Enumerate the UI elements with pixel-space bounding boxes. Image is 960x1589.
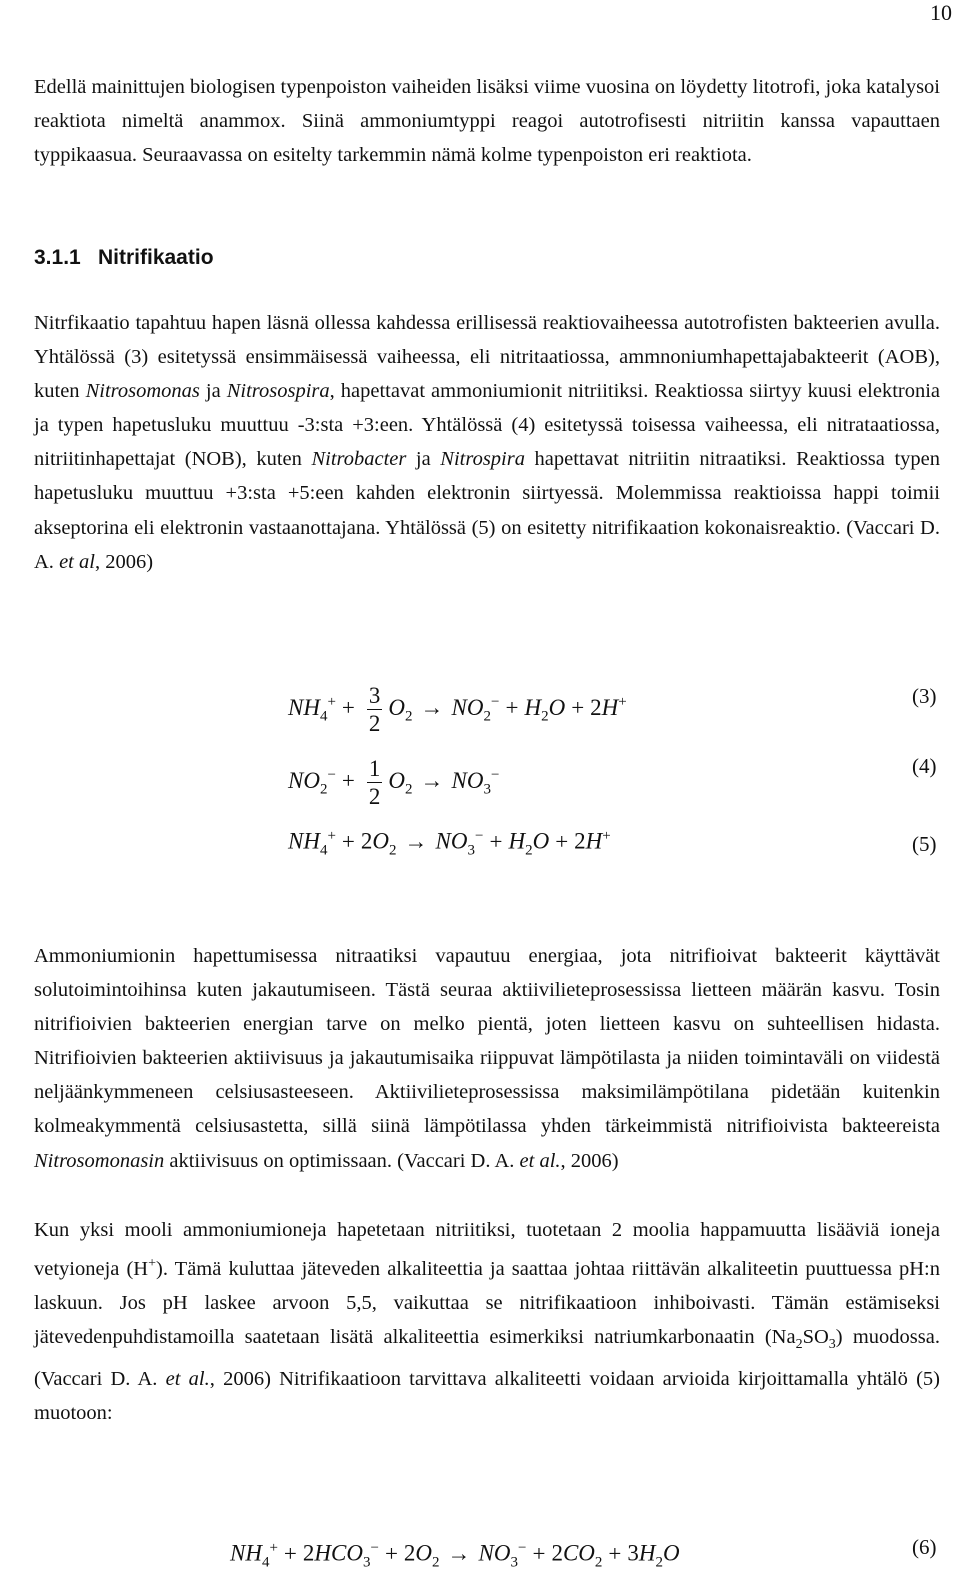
equation-6: $NH_4^+ + 2HCO_3^- + 2O_2 \to NO_3^- + 2CO_2 + 3H_2O$ [230,1540,680,1571]
page-number: 10 [930,0,952,25]
paragraph-alkalinity: Kun yksi mooli ammoniumioneja hapetetaan nitriitiksi, tuotetaan 2 moolia happamuutta lisääviä ioneja vetyioneja (H+). Tämä kuluttaa jäteveden alkaliteettia ja saattaa johtaa riittävän alkaliteetin puuttuessa pH:n laskuun. Jos pH laskee arvoon 5,5, vaikuttaa se nitrifikaatioon inhiboivasti. Tämän estämiseksi jätevedenpuhdistamoilla saatetaan lisätä alkaliteettia esimerkiksi natriumkarbonaatin $(Na_2SO_3)$ muodossa. (Vaccari D. A. et al., 2006) Nitrifikaatioon tarvittava alkaliteetti voidaan arvioida kirjoittamalla yhtälö (5) muotoon: [34,1219,941,1425]
paragraph-nitrification: Nitrfikaatio tapahtuu hapen läsnä ollessa kahdessa erillisessä reaktiovaiheessa autotrofisten bakteerien avulla. Yhtälössä (3) esitetyssä ensimmäisessä vaiheessa, eli nitritaatiossa, ammnoniumhapettajabakteerit (AOB), kuten Nitrosomonas ja Nitrosospira, hapettavat ammoniumionit nitriitiksi. Reaktiossa siirtyy kuusi elektronia ja typen hapetusluku muuttuu -3:sta +3:een. Yhtälössä (4) esitetyssä toisessa vaiheessa, eli nitrataatiossa, nitriitinhapettajat (NOB), kuten Nitrobacter ja Nitrospira hapettavat nitriitin nitraatiksi. Reaktiossa typen hapetusluku muuttuu +3:sta +5:een kahden elektronin siirtyessä. Molemmissa reaktioissa happi toimii akseptorina eli elektronin vastaanottajana. Yhtälössä (5) on esitetty nitrifikaation kokonaisreaktio. (Vaccari D. A. et al, 2006) [34,312,941,573]
equation-6-number: (6) [912,1535,937,1559]
paragraph-energy: Ammoniumionin hapettumisessa nitraatiksi vapautuu energiaa, jota nitrifioivat bakteerit käyttävät solutoimintoihinsa kuten jakautumiseen. Tästä seuraa aktiivilieteprosessissa lietteen määrän kasvu. Tosin nitrifioivien bakteerien energian tarve on melko pientä, joten lietteen kasvu on suhteellisen hidasta. Nitrifioivien bakteerien aktiivisuus ja jakautumisaika riippuvat lämpötilasta ja niiden toimintaväli on viidestä neljäänkymmeneen celsiusasteeseen. Aktiivilieteprosessissa maksimilämpötilana pidetään kuitenkin kolmeakymmentä celsiusastetta, sillä siinä lämpötilassa yhden tärkeimmistä nitrifioivista bakteereista Nitrosomonasin aktiivisuus on optimissaan. (Vaccari D. A. et al., 2006) [34,945,940,1172]
equation-3: $NH_4^+$ + $\frac{3}{2}$ $O_2 \to NO_2^- + H_2O + 2H^+$ [288,683,627,736]
equation-5-number: (5) [912,832,937,856]
section-title: Nitrifikaatio [98,246,214,269]
equation-4: $NO_2^-$ + $\frac{1}{2}$ $O_2 \to NO_3^-$ [288,756,500,809]
equation-5: $NH_4^+ + 2O_2 \to NO_3^- + H_2O + 2H^+$ [288,828,611,859]
section-heading [34,246,214,270]
equation-3-number: (3) [912,684,937,708]
equation-4-number: (4) [912,754,937,778]
section-number: 3.1.1 [34,246,81,269]
intro-paragraph: Edellä mainittujen biologisen typenpoiston vaiheiden lisäksi viime vuosina on löydetty litotrofi, joka katalysoi reaktiota nimeltä anammox. Siinä ammoniumtyppi reagoi autotrofisesti nitriitin kanssa vapauttaen typpikaasua. Seuraavassa on esitelty tarkemmin nämä kolme typenpoiston eri reaktiota. [34,76,940,167]
